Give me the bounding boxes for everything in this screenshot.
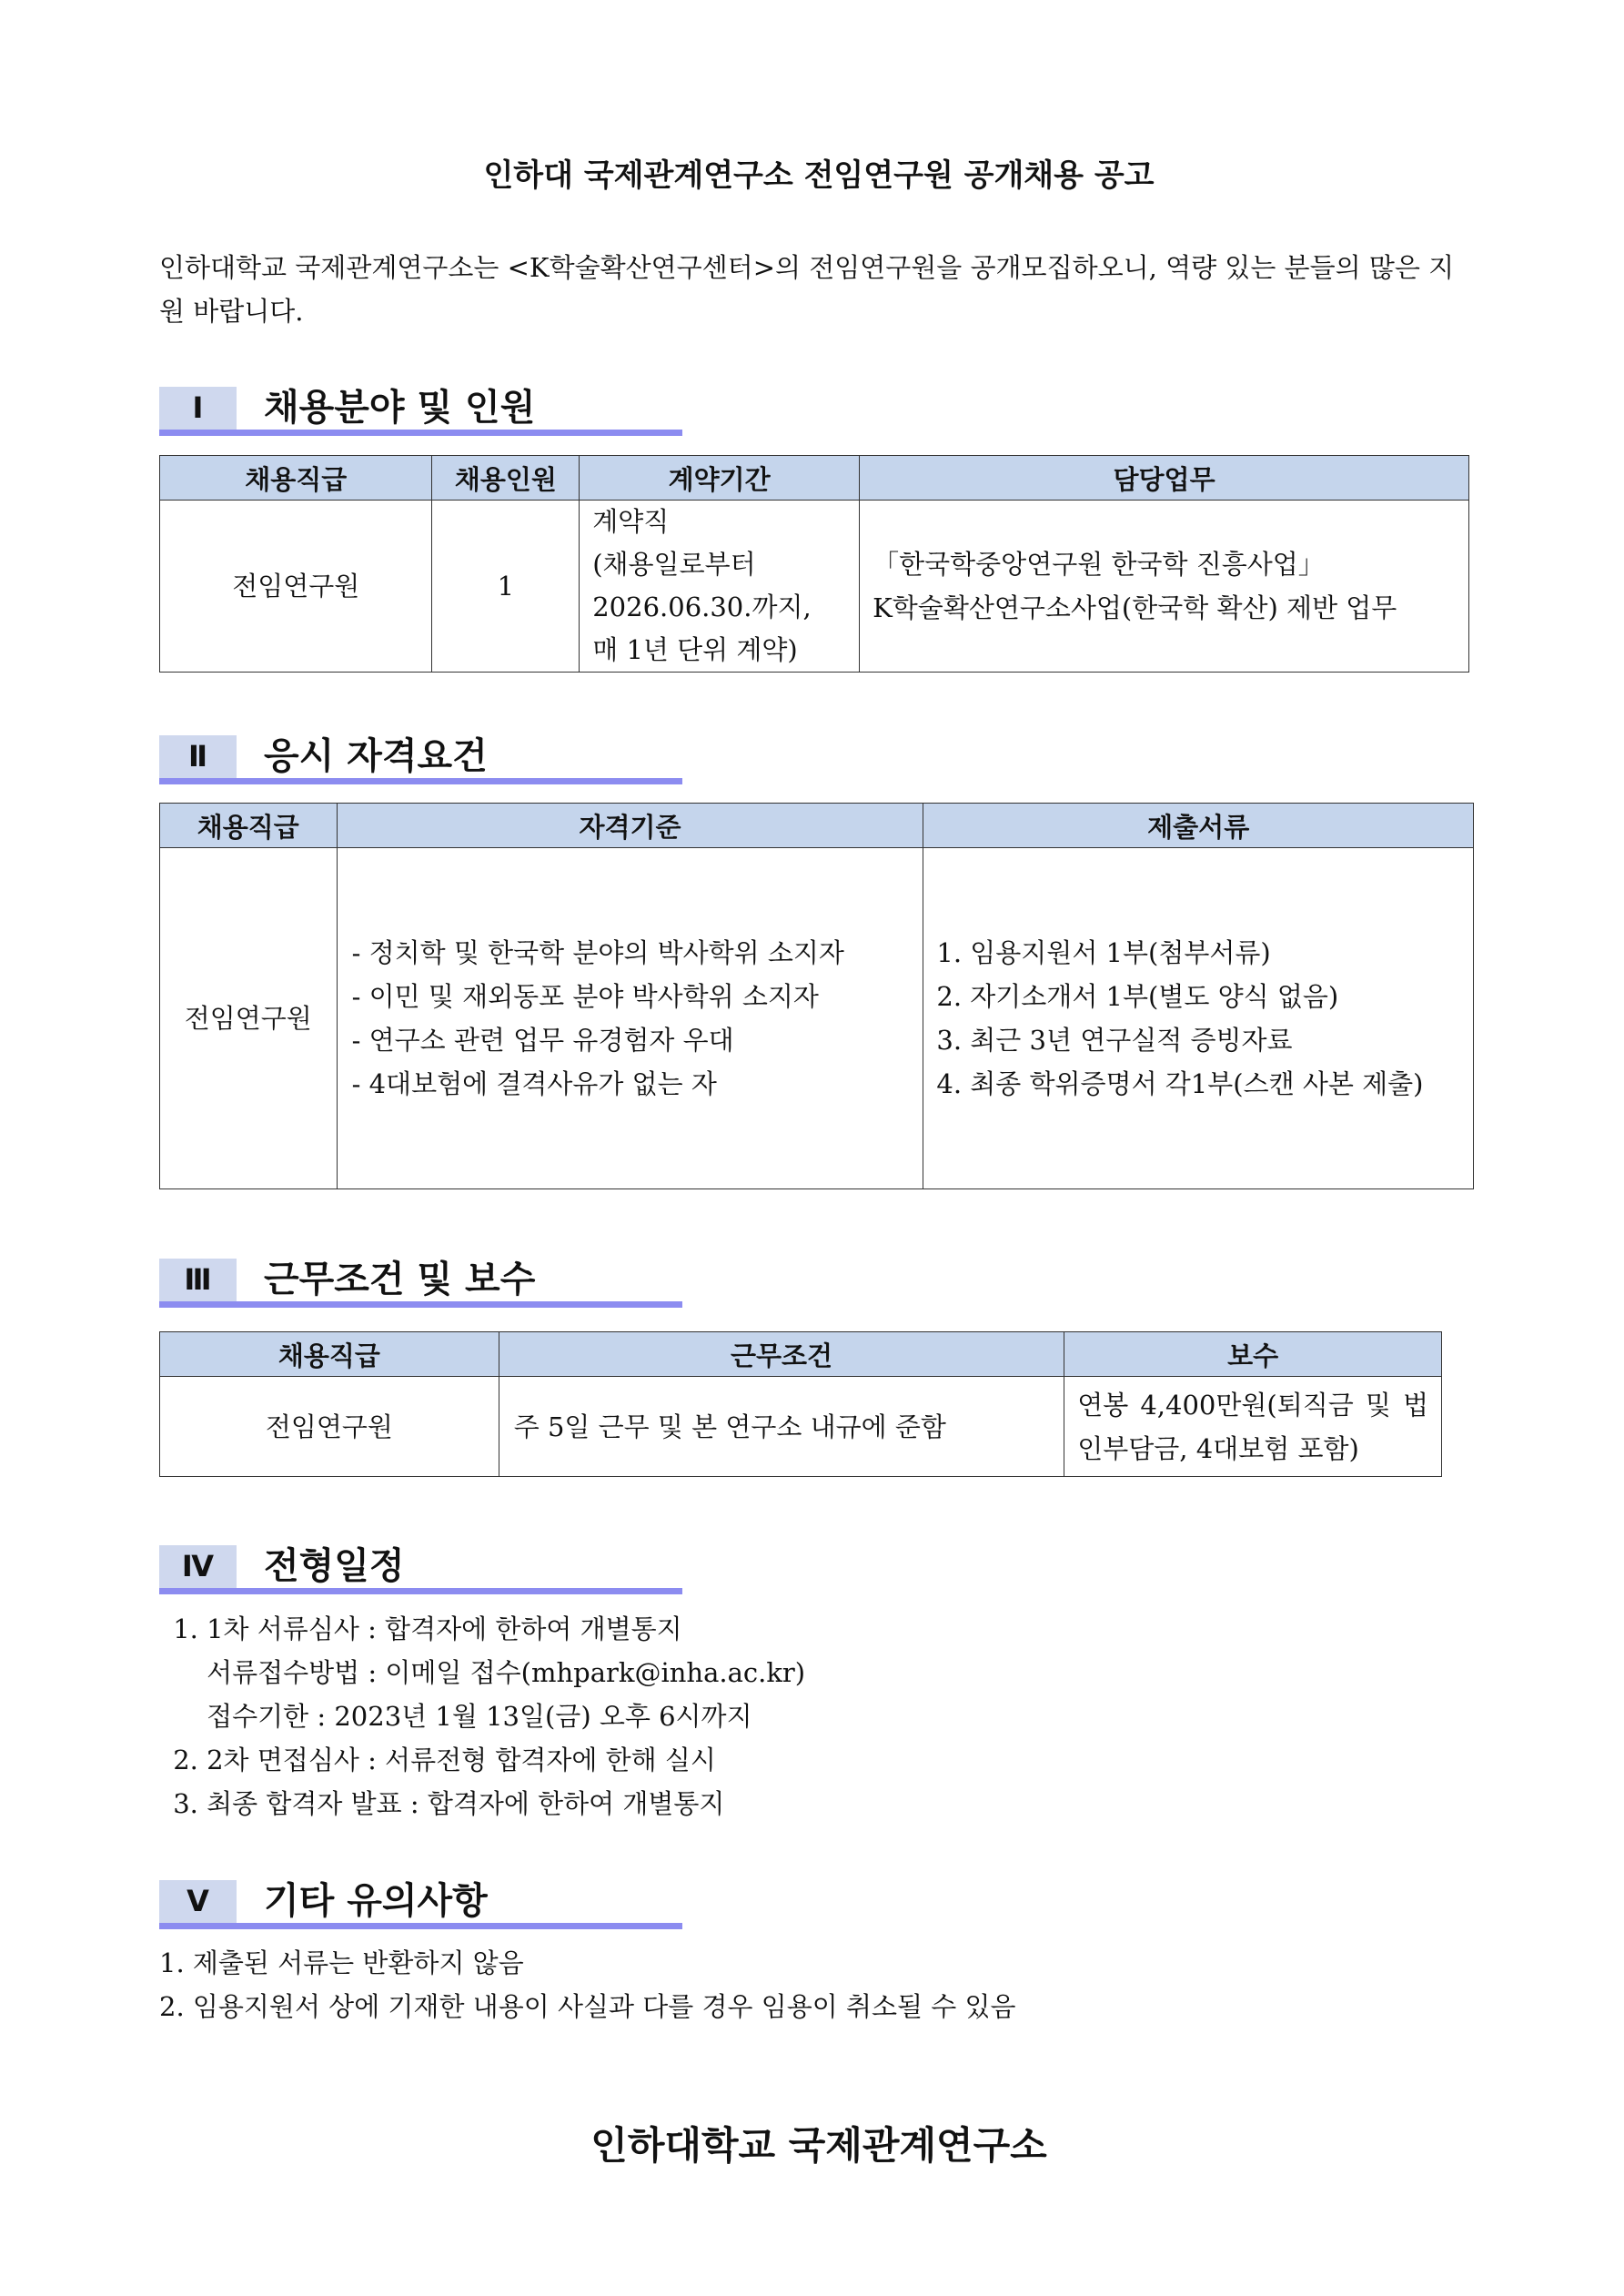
section-2-underline: [159, 778, 682, 784]
section-1-title: 채용분야 및 인원: [264, 387, 536, 429]
section-5-header: [159, 1880, 682, 1929]
qualification-item: - 연구소 관련 업무 유경험자 우대: [351, 1025, 734, 1056]
section-5-underline: [159, 1923, 682, 1929]
section-5-title: 기타 유의사항: [264, 1880, 488, 1922]
section-2-header: [159, 735, 682, 784]
table-header-row: [160, 1332, 1442, 1377]
period-line: 매 1년 단위 계약): [592, 634, 798, 665]
header-cell: 보수: [1064, 1332, 1442, 1377]
document-title: 인하대 국제관계연구소 전임연구원 공개채용 공고: [483, 157, 1155, 194]
position-cell: 전임연구원: [160, 848, 338, 1189]
qualification-item: - 이민 및 재외동포 분야 박사학위 소지자: [351, 981, 819, 1012]
section-2-number: Ⅱ: [159, 735, 237, 778]
duties-line: 「한국학중앙연구원 한국학 진흥사업」: [873, 549, 1325, 580]
qualification-table: [159, 803, 1474, 1189]
list-item: 서류접수방법 : 이메일 접수(mhpark@inha.ac.kr): [165, 1657, 806, 1688]
documents-cell: [923, 848, 1474, 1189]
duties-line: K학술확산연구소사업(한국학 확산) 제반 업무: [873, 592, 1397, 623]
document-item: 4. 최종 학위증명서 각1부(스캔 사본 제출): [936, 1068, 1424, 1099]
list-item: 접수기한 : 2023년 1월 13일(금) 오후 6시까지: [165, 1701, 752, 1732]
section-3-header: [159, 1259, 682, 1308]
header-cell: 자격기준: [337, 804, 923, 848]
list-item: 3. 최종 합격자 발표 : 합격자에 한하여 개별통지: [165, 1788, 725, 1819]
intro-paragraph: 인하대학교 국제관계연구소는 <K학술확산연구센터>의 전임연구원을 공개모집하오니, 역량 있는 분들의 많은 지원 바랍니다.: [159, 252, 1455, 327]
period-line: 2026.06.30.까지,: [592, 592, 812, 622]
conditions-table: [159, 1331, 1442, 1477]
header-cell: 담당업무: [860, 456, 1469, 501]
section-4-underline: [159, 1588, 682, 1594]
header-cell: 채용직급: [160, 1332, 499, 1377]
section-2-title: 응시 자격요건: [264, 735, 488, 777]
table-row: [160, 1377, 1442, 1477]
section-3-underline: [159, 1301, 682, 1308]
notes-list: [159, 1941, 1015, 2028]
document-item: 3. 최근 3년 연구실적 증빙자료: [936, 1025, 1293, 1056]
section-4-number: Ⅳ: [159, 1545, 237, 1588]
period-line: (채용일로부터: [592, 549, 756, 580]
period-cell: [580, 501, 860, 673]
list-item: 2. 2차 면접심사 : 서류전형 합격자에 한해 실시: [165, 1745, 716, 1775]
qualifications-cell: [337, 848, 923, 1189]
list-item: 1. 제출된 서류는 반환하지 않음: [159, 1947, 524, 1978]
position-cell: 전임연구원: [160, 1377, 499, 1477]
qualification-item: - 4대보험에 결격사유가 없는 자: [351, 1068, 717, 1099]
duties-cell: [860, 501, 1469, 673]
section-4-header: [159, 1545, 682, 1594]
count-cell: 1: [432, 501, 580, 673]
section-1-underline: [159, 430, 682, 436]
schedule-list: [159, 1607, 805, 1826]
section-1-number: Ⅰ: [159, 387, 237, 430]
salary-cell: 연봉 4,400만원(퇴직금 및 법인부담금, 4대보험 포함): [1064, 1377, 1442, 1477]
header-cell: 근무조건: [499, 1332, 1064, 1377]
header-cell: 제출서류: [923, 804, 1474, 848]
period-line: 계약직: [592, 506, 670, 537]
list-item: 1. 1차 서류심사 : 합격자에 한하여 개별통지: [165, 1613, 682, 1644]
section-5-number: Ⅴ: [159, 1880, 237, 1923]
recruitment-table: [159, 455, 1469, 673]
document-item: 1. 임용지원서 1부(첨부서류): [936, 937, 1271, 968]
table-row: [160, 848, 1474, 1189]
header-cell: 계약기간: [580, 456, 860, 501]
header-cell: 채용인원: [432, 456, 580, 501]
section-3-number: Ⅲ: [159, 1259, 237, 1301]
list-item: 2. 임용지원서 상에 기재한 내용이 사실과 다를 경우 임용이 취소될 수 있음: [159, 1991, 1016, 2022]
table-row: [160, 501, 1469, 673]
qualification-item: - 정치학 및 한국학 분야의 박사학위 소지자: [351, 937, 844, 968]
table-header-row: [160, 456, 1469, 501]
organization-footer: 인하대학교 국제관계연구소: [590, 2123, 1047, 2168]
section-1-header: [159, 387, 682, 436]
position-cell: 전임연구원: [160, 501, 432, 673]
conditions-cell: 주 5일 근무 및 본 연구소 내규에 준함: [499, 1377, 1064, 1477]
table-header-row: [160, 804, 1474, 848]
header-cell: 채용직급: [160, 456, 432, 501]
section-3-title: 근무조건 및 보수: [264, 1259, 536, 1300]
section-4-title: 전형일정: [264, 1545, 405, 1587]
document-item: 2. 자기소개서 1부(별도 양식 없음): [936, 981, 1339, 1012]
header-cell: 채용직급: [160, 804, 338, 848]
